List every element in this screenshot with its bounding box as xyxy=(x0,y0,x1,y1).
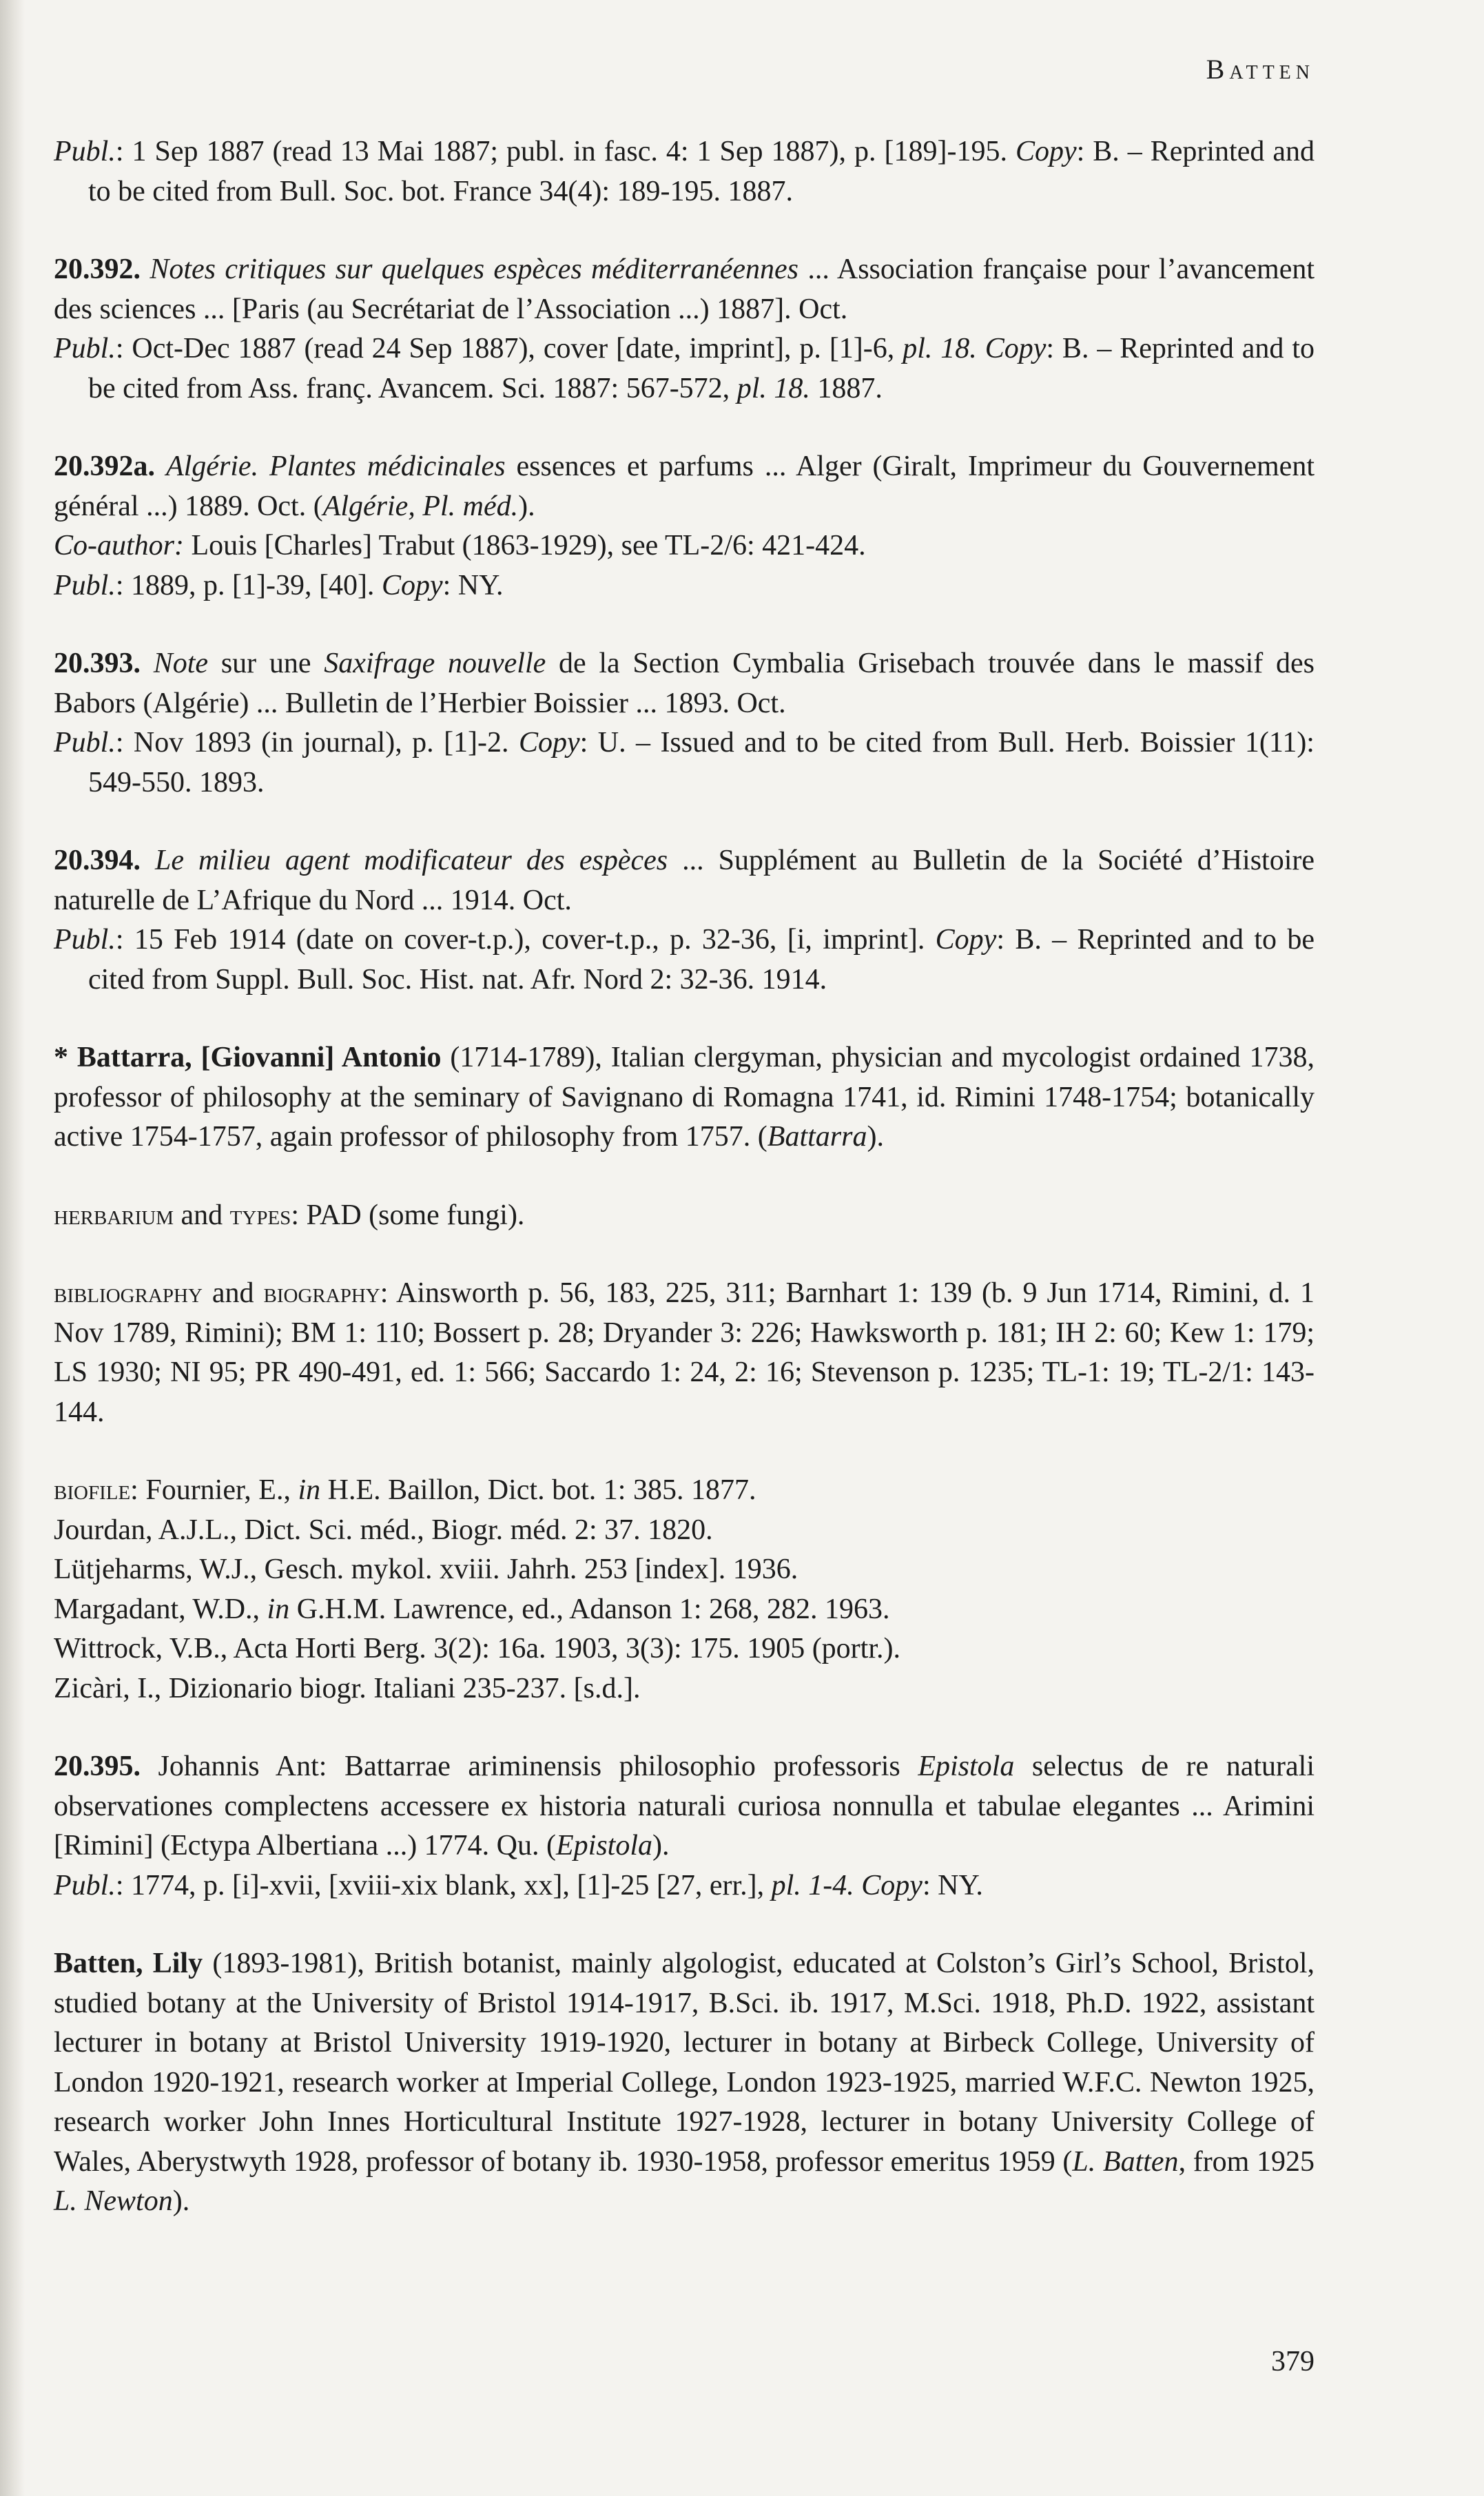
biofile-line: biofile: Fournier, E., in H.E. Baillon, Dict. bot. 1: 385. 1877. xyxy=(54,1474,756,1506)
running-head: Batten xyxy=(1206,54,1315,85)
entry-title: Algérie. Plantes médicinales xyxy=(165,451,506,482)
page-number: 379 xyxy=(1271,2346,1315,2378)
author-heading: Batten, Lily xyxy=(54,1948,203,1979)
entry-number: 20.392a. xyxy=(54,451,155,482)
entry-20-393 xyxy=(54,644,1315,803)
author-batten-bio: Batten, Lily (1893-1981), British botanist, mainly algologist, educated at Colston’s Girl’s School, Bristol, studied botany at the University of Bristol 1914-1917, B.Sci. ib. 1917, M.Sci. 1918, Ph.D. 1922, assistant lecturer in botany at Bristol University 1919-1920, lecturer in botany at Birbeck College, University of London 1920-1921, research worker at Imperial College, London 1923-1925, married W.F.C. Newton 1925, research worker John Innes Horticultural Institute 1927-1928, lecturer in botany University College of Wales, Aberystwyth 1928, professor of botany ib. 1930-1958, professor emeritus 1959 (L. Batten, from 1925 L. Newton). xyxy=(54,1948,1315,2217)
entry-coauthor: Co-author: Louis [Charles] Trabut (1863-1929), see TL-2/6: 421-424. xyxy=(54,530,866,561)
entry-number: 20.395. xyxy=(54,1751,141,1782)
biofile-line: Zicàri, I., Dizionario biogr. Italiani 235-237. [s.d.]. xyxy=(54,1672,641,1704)
entry-title-block: 20.392a. Algérie. Plantes médicinales essences et parfums ... Alger (Giralt, Imprimeur du Gouvernement général ...) 1889. Oct. (Algérie, Pl. méd.). xyxy=(54,451,1315,522)
entry-number: 20.392. xyxy=(54,254,141,285)
entry-20-392a xyxy=(54,447,1315,606)
author-battarra-bio: * Battarra, [Giovanni] Antonio (1714-1789), Italian clergyman, physician and mycologist ordained 1738, professor of philosophy at the seminary of Savignano di Romagna 1741, id. Rimini 1748-1754; botanically active 1754-1757, again professor of philosophy from 1757. (Battarra). xyxy=(54,1042,1315,1153)
entry-title-block: 20.392. Notes critiques sur quelques espèces méditerranéennes ... Association française pour l’avancement des sciences ... [Paris (au Secrétariat de l’Association ...) 1887]. Oct. xyxy=(54,254,1315,325)
publ-label: Publ. xyxy=(54,136,116,167)
entry-title-block: 20.393. Note sur une Saxifrage nouvelle de la Section Cymbalia Grisebach trouvée dans le massif des Babors (Algérie) ... Bulletin de l’Herbier Boissier ... 1893. Oct. xyxy=(54,648,1315,719)
battarra-herbarium: herbarium and types: PAD (some fungi). xyxy=(54,1199,525,1231)
entry-publication: Publ.: 1889, p. [1]-39, [40]. Copy: NY. xyxy=(54,569,504,601)
entry-title: Le milieu agent modificateur des espèces xyxy=(155,845,668,876)
book-page xyxy=(54,0,1315,2496)
entry-20-394 xyxy=(54,841,1315,1000)
page-spine-shadow xyxy=(0,0,25,2496)
biofile-line: Wittrock, V.B., Acta Horti Berg. 3(2): 16a. 1903, 3(3): 175. 1905 (portr.). xyxy=(54,1633,900,1664)
biofile-line: Lütjeharms, W.J., Gesch. mykol. xviii. Jahrh. 253 [index]. 1936. xyxy=(54,1554,798,1585)
entry-title: Notes critiques sur quelques espèces méditerranéennes xyxy=(150,254,798,285)
page-body xyxy=(54,132,1315,2260)
entry-publication: Publ.: Nov 1893 (in journal), p. [1]-2. Copy: U. – Issued and to be cited from Bull. Herb. Boissier 1(11): 549-550. 1893. xyxy=(54,727,1315,798)
biofile-line: Margadant, W.D., in G.H.M. Lawrence, ed., Adanson 1: 268, 282. 1963. xyxy=(54,1593,890,1625)
entry-title-block: 20.394. Le milieu agent modificateur des espèces ... Supplément au Bulletin de la Société d’Histoire naturelle de L’Afrique du Nord ... 1914. Oct. xyxy=(54,845,1315,916)
entry-20-395 xyxy=(54,1747,1315,1906)
entry-number: 20.393. xyxy=(54,648,141,679)
author-heading: * Battarra, [Giovanni] Antonio xyxy=(54,1042,442,1073)
battarra-biofile xyxy=(54,1471,1315,1709)
entry-publication: Publ.: 1774, p. [i]-xvii, [xviii-xix blank, xx], [1]-25 [27, err.], pl. 1-4. Copy: NY. xyxy=(54,1869,983,1901)
entry-title-block: 20.395. Johannis Ant: Battarrae ariminensis philosophio professoris Epistola selectus de re naturali observationes complectens accessere ex historia naturali curiosa nonnulla et tabulae elegantes ... Arimini [Rimini] (Ectypa Albertiana ...) 1774. Qu. (Epistola). xyxy=(54,1751,1315,1861)
entry-publication: Publ.: Oct-Dec 1887 (read 24 Sep 1887), cover [date, imprint], p. [1]-6, pl. 18. Copy: B. – Reprinted and to be cited from Ass. franç. Avancem. Sci. 1887: 567-572, pl. 18. 1887. xyxy=(54,333,1315,404)
copy-label: Copy xyxy=(1015,136,1077,167)
battarra-bibliography: bibliography and biography: Ainsworth p. 56, 183, 225, 311; Barnhart 1: 139 (b. 9 Jun 1714, Rimini, d. 1 Nov 1789, Rimini); BM 1: 110; Bossert p. 28; Dryander 3: 226; Hawksworth p. 181; IH 2: 60; Kew 1: 179; LS 1930; NI 95; PR 490-491, ed. 1: 566; Saccardo 1: 24, 2: 16; Stevenson p. 1235; TL-1: 19; TL-2/1: 143-144. xyxy=(54,1277,1315,1428)
entry-publication: Publ.: 15 Feb 1914 (date on cover-t.p.), cover-t.p., p. 32-36, [i, imprint]. Copy: B. – Reprinted and to be cited from Suppl. Bull. Soc. Hist. nat. Afr. Nord 2: 32-36. 1914. xyxy=(54,924,1315,996)
biofile-line: Jourdan, A.J.L., Dict. Sci. méd., Biogr. méd. 2: 37. 1820. xyxy=(54,1514,713,1546)
entry-continuation: Publ.: 1 Sep 1887 (read 13 Mai 1887; publ. in fasc. 4: 1 Sep 1887), p. [189]-195. Copy: B. – Reprinted and to be cited from Bull. Soc. bot. France 34(4): 189-195. 1887. xyxy=(54,136,1315,207)
entry-number: 20.394. xyxy=(54,845,141,876)
entry-20-392 xyxy=(54,250,1315,409)
